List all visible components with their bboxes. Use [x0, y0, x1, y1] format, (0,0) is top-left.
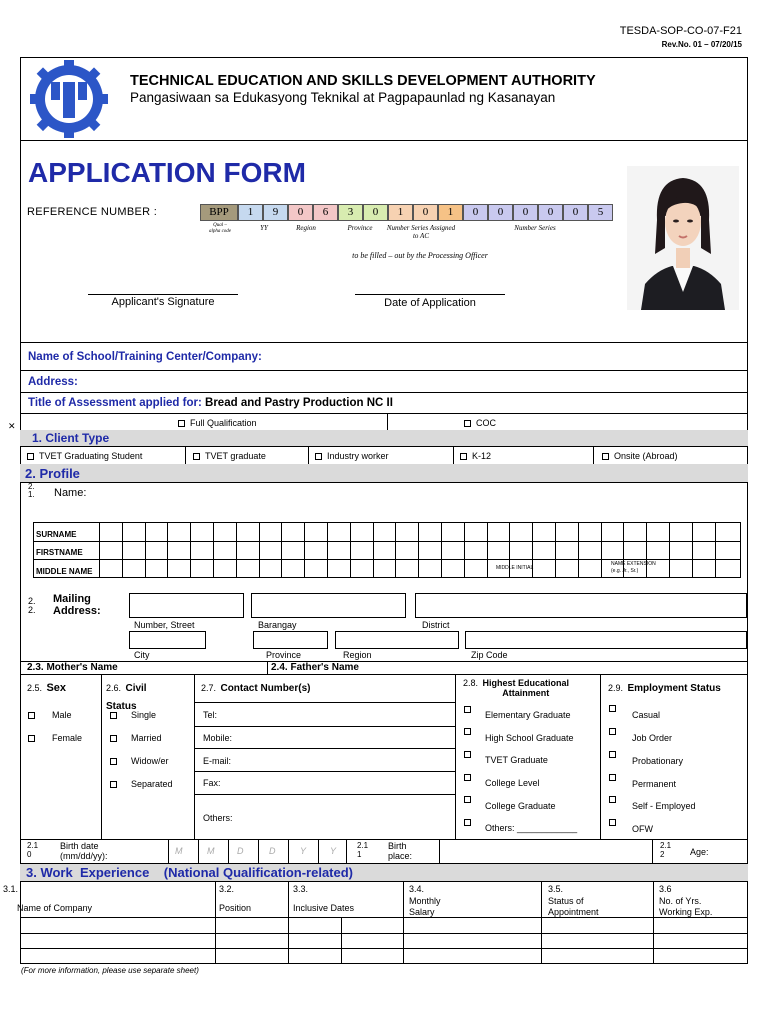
checkbox[interactable] — [464, 728, 471, 735]
option-label: TVET Graduating Student — [39, 451, 143, 461]
name-grid-line — [327, 522, 328, 578]
client-option-industry-worker[interactable] — [315, 451, 389, 461]
name-grid-line — [441, 522, 442, 578]
school-label: Name of School/Training Center/Company: — [28, 351, 262, 363]
doc-code: TESDA-SOP-CO-07-F21 — [619, 25, 742, 37]
birthdate-placeholder[interactable]: D — [237, 846, 244, 856]
name-grid-line — [692, 522, 693, 578]
birthdate-placeholder[interactable]: M — [175, 846, 183, 856]
option-label: Female — [52, 733, 83, 743]
name-grid-line — [213, 522, 214, 578]
zip-field[interactable] — [465, 631, 747, 649]
sex-number: 2.5. — [27, 683, 43, 693]
street-field[interactable] — [129, 593, 244, 618]
client-option-onsite-abroad[interactable] — [602, 451, 678, 461]
sex-option-male[interactable] — [28, 710, 72, 720]
work-col-number: 3.2. — [219, 884, 235, 894]
name-grid-line — [236, 522, 237, 578]
region-field[interactable] — [335, 631, 459, 649]
option-label: K-12 — [472, 451, 492, 461]
edu-option-highschool: High School Graduate — [485, 733, 574, 743]
checkbox[interactable] — [28, 735, 35, 742]
ref-cell: 1 — [238, 204, 263, 221]
civil-number: 2.6. — [106, 683, 122, 693]
name-grid-line — [145, 522, 146, 578]
sex-option-female[interactable] — [28, 733, 82, 743]
checkbox[interactable] — [315, 453, 322, 460]
emp-number: 2.9. — [608, 683, 624, 693]
checkbox[interactable] — [464, 774, 471, 781]
option-label: TVET graduate — [205, 451, 266, 461]
emp-option-casual: Casual — [632, 710, 661, 720]
work-col-number: 3.6 — [659, 884, 672, 894]
ref-cell: 0 — [288, 204, 313, 221]
checkbox[interactable] — [27, 453, 34, 460]
address-label: Address: — [28, 376, 78, 388]
name-grid-line — [122, 522, 123, 578]
name-grid-line — [373, 522, 374, 578]
checkbox[interactable] — [464, 706, 471, 713]
name-extension-label: NAME EXTENSION — [611, 561, 656, 567]
name-grid-line — [464, 522, 465, 578]
work-col-dates: Inclusive Dates — [293, 903, 355, 913]
caption-qual: Qual – alpha code — [208, 223, 232, 234]
name-grid-line — [281, 522, 282, 578]
ref-cell: 0 — [538, 204, 563, 221]
civil-option-single[interactable] — [110, 710, 156, 720]
work-experience-title: 3. Work Experience (National Qualification-related) — [26, 865, 354, 880]
surname-label: SURNAME — [36, 530, 77, 539]
fax-field[interactable]: Fax: — [203, 778, 221, 788]
name-extension-example: (e.g. Jr., Sr.) — [611, 568, 639, 574]
others-contact-field[interactable]: Others: — [203, 813, 233, 823]
district-field[interactable] — [415, 593, 747, 618]
checkbox[interactable] — [28, 712, 35, 719]
name-grid-line — [555, 522, 556, 578]
edu-option-others: Others: ____________ — [485, 823, 578, 833]
email-field[interactable]: E-mail: — [203, 756, 232, 766]
civil-label: Civil Status — [106, 683, 147, 712]
name-grid-line — [259, 522, 260, 578]
client-type-header — [20, 430, 748, 446]
fathers-name-label: 2.4. Father's Name — [271, 662, 359, 673]
edu-number: 2.8. — [463, 678, 479, 688]
cross-mark-icon: ✕ — [8, 421, 16, 431]
option-label: Widow/er — [131, 756, 169, 766]
checkbox[interactable] — [110, 758, 117, 765]
name-grid-line — [99, 522, 100, 578]
footnote: (For more information, please use separate sheet) — [21, 966, 199, 975]
checkbox[interactable] — [609, 819, 616, 826]
checkbox[interactable] — [464, 751, 471, 758]
work-col-number: 3.1. — [3, 884, 19, 894]
work-col-salary: Monthly Salary — [409, 896, 441, 917]
edu-option-college-graduate: College Graduate — [485, 801, 556, 811]
checkbox[interactable] — [609, 751, 616, 758]
checkbox[interactable] — [464, 796, 471, 803]
emp-option-probationary: Probationary — [632, 756, 684, 766]
birthdate-placeholder[interactable]: Y — [300, 846, 307, 856]
emp-option-job-order: Job Order — [632, 733, 673, 743]
employment-header — [608, 678, 721, 696]
client-type-title: 1. Client Type — [32, 431, 110, 445]
edu-label: Highest Educational Attainment — [482, 678, 569, 698]
agency-name: TECHNICAL EDUCATION AND SKILLS DEVELOPMENT AUTHORITY — [130, 73, 596, 89]
checkbox[interactable] — [110, 735, 117, 742]
barangay-field[interactable] — [251, 593, 406, 618]
city-field[interactable] — [129, 631, 206, 649]
emp-option-self-employed: Self - Employed — [632, 801, 696, 811]
name-grid-line — [669, 522, 670, 578]
name-grid-line — [578, 522, 579, 578]
work-col-position: Position — [219, 903, 252, 913]
name-grid-line — [350, 522, 351, 578]
applicant-photo — [627, 166, 739, 310]
mailing-number: 2. 2. — [28, 596, 36, 615]
middle-initial-label: MIDDLE INITIAL — [496, 565, 534, 571]
mailing-address-label: Mailing Address: — [53, 593, 101, 617]
province-label: Province — [266, 650, 302, 660]
caption-region: Region — [296, 224, 316, 232]
ref-cell: 0 — [513, 204, 538, 221]
ref-cell: 0 — [488, 204, 513, 221]
caption-ns-ac: Number Series Assigned to AC — [386, 224, 456, 240]
full-qualification-label: Full Qualification — [190, 418, 257, 428]
checkbox[interactable] — [602, 453, 609, 460]
mothers-name-label: 2.3. Mother's Name — [27, 662, 118, 673]
date-of-application-label: Date of Application — [384, 297, 476, 309]
civil-option-married[interactable] — [110, 733, 162, 743]
form-title: APPLICATION FORM — [28, 157, 306, 188]
birthplace-number: 2.1 1 — [357, 841, 369, 859]
client-option-tvet-graduating[interactable] — [27, 451, 142, 461]
district-label: District — [422, 620, 450, 630]
name-grid-line — [304, 522, 305, 578]
assessment-value: Bread and Pastry Production NC II — [205, 397, 393, 409]
ref-cell: 1 — [388, 204, 413, 221]
ref-cell: 0 — [363, 204, 388, 221]
edu-option-tvet: TVET Graduate — [485, 755, 548, 765]
civil-option-widower[interactable] — [110, 756, 169, 766]
ref-cell: 1 — [438, 204, 463, 221]
firstname-label: FIRSTNAME — [36, 548, 83, 557]
age-label: Age: — [690, 847, 709, 857]
name-grid-line — [601, 522, 602, 578]
caption-province: Province — [347, 224, 373, 232]
street-label: Number, Street — [134, 620, 195, 630]
work-col-number: 3.3. — [293, 884, 309, 894]
civil-status-header — [106, 678, 147, 714]
work-col-number: 3.5. — [548, 884, 564, 894]
work-col-status: Status of Appointment — [548, 896, 599, 917]
name-grid-line — [167, 522, 168, 578]
contact-number: 2.7. — [201, 683, 217, 693]
applicant-signature-label: Applicant's Signature — [111, 296, 215, 308]
name-grid-line — [715, 522, 716, 578]
ref-cell: 9 — [263, 204, 288, 221]
processing-officer-note: to be filled – out by the Processing Officer — [352, 251, 488, 260]
checkbox[interactable] — [460, 453, 467, 460]
name-number: 2. 1. — [28, 482, 35, 499]
checkbox[interactable] — [110, 712, 117, 719]
checkbox[interactable] — [609, 705, 616, 712]
option-label: Industry worker — [327, 451, 389, 461]
option-label: Separated — [131, 779, 173, 789]
ref-cell: 5 — [588, 204, 613, 221]
checkbox[interactable] — [464, 819, 471, 826]
assessment-title — [28, 397, 393, 409]
birthdate-placeholder[interactable]: M — [207, 846, 215, 856]
mobile-field[interactable]: Mobile: — [203, 733, 233, 743]
ref-cell: BPP — [200, 204, 238, 221]
coc-option[interactable] — [464, 418, 496, 428]
option-label: Male — [52, 710, 72, 720]
name-grid-line — [487, 522, 488, 578]
middlename-label: MIDDLE NAME — [36, 567, 93, 576]
client-option-tvet-graduate[interactable] — [193, 451, 266, 461]
contact-header — [201, 678, 310, 696]
caption-yy: YY — [260, 224, 268, 232]
city-label: City — [134, 650, 150, 660]
emp-label: Employment Status — [627, 683, 721, 694]
tel-field[interactable]: Tel: — [203, 710, 218, 720]
ref-cell: 0 — [563, 204, 588, 221]
province-field[interactable] — [253, 631, 328, 649]
ref-cell: 0 — [463, 204, 488, 221]
full-qualification-option[interactable] — [178, 418, 257, 428]
age-number: 2.1 2 — [660, 841, 672, 859]
checkbox[interactable] — [609, 796, 616, 803]
agency-tagalog: Pangasiwaan sa Edukasyong Teknikal at Pagpapaunlad ng Kasanayan — [130, 90, 556, 105]
birthdate-number: 2.1 0 — [27, 841, 39, 859]
work-col-number: 3.4. — [409, 884, 425, 894]
sex-label: Sex — [46, 682, 67, 694]
edu-option-elementary: Elementary Graduate — [485, 710, 571, 720]
ref-cell: 3 — [338, 204, 363, 221]
option-label: Onsite (Abroad) — [614, 451, 678, 461]
name-grid-line — [418, 522, 419, 578]
name-grid-line — [395, 522, 396, 578]
option-label: Single — [131, 710, 157, 720]
emp-option-permanent: Permanent — [632, 779, 677, 789]
sex-header — [27, 678, 66, 696]
work-col-company: Name of Company — [17, 903, 93, 913]
checkbox[interactable] — [193, 453, 200, 460]
birthdate-placeholder[interactable]: Y — [330, 846, 337, 856]
barangay-label: Barangay — [258, 620, 297, 630]
checkbox[interactable] — [609, 728, 616, 735]
profile-title: 2. Profile — [25, 466, 80, 481]
edu-option-college-level: College Level — [485, 778, 540, 788]
profile-header — [20, 464, 748, 482]
coc-label: COC — [476, 418, 496, 428]
caption-ns: Number Series — [514, 224, 556, 232]
ref-cell: 0 — [413, 204, 438, 221]
civil-option-separated[interactable] — [110, 779, 173, 789]
name-grid-line — [190, 522, 191, 578]
client-option-k12[interactable] — [460, 451, 491, 461]
education-header — [463, 678, 569, 698]
reference-number-label: REFERENCE NUMBER : — [27, 206, 158, 218]
contact-label: Contact Number(s) — [220, 683, 311, 694]
name-grid-line — [646, 522, 647, 578]
checkbox[interactable] — [110, 781, 117, 788]
assessment-label: Title of Assessment applied for: — [28, 397, 202, 409]
birthdate-placeholder[interactable]: D — [269, 846, 276, 856]
checkbox[interactable] — [609, 774, 616, 781]
checkbox[interactable] — [464, 420, 471, 427]
checkbox[interactable] — [178, 420, 185, 427]
emp-option-ofw: OFW — [632, 824, 653, 834]
work-col-years: No. of Yrs. Working Exp. — [659, 896, 713, 917]
tesda-logo — [27, 60, 111, 138]
ref-cell: 6 — [313, 204, 338, 221]
revision-number: Rev.No. 01 – 07/20/15 — [661, 40, 742, 49]
birthdate-label: Birth date (mm/dd/yy): — [60, 841, 108, 861]
birthplace-label: Birth place: — [388, 841, 413, 861]
option-label: Married — [131, 733, 162, 743]
name-label: Name: — [54, 487, 87, 499]
region-label: Region — [343, 650, 372, 660]
zip-label: Zip Code — [471, 650, 508, 660]
